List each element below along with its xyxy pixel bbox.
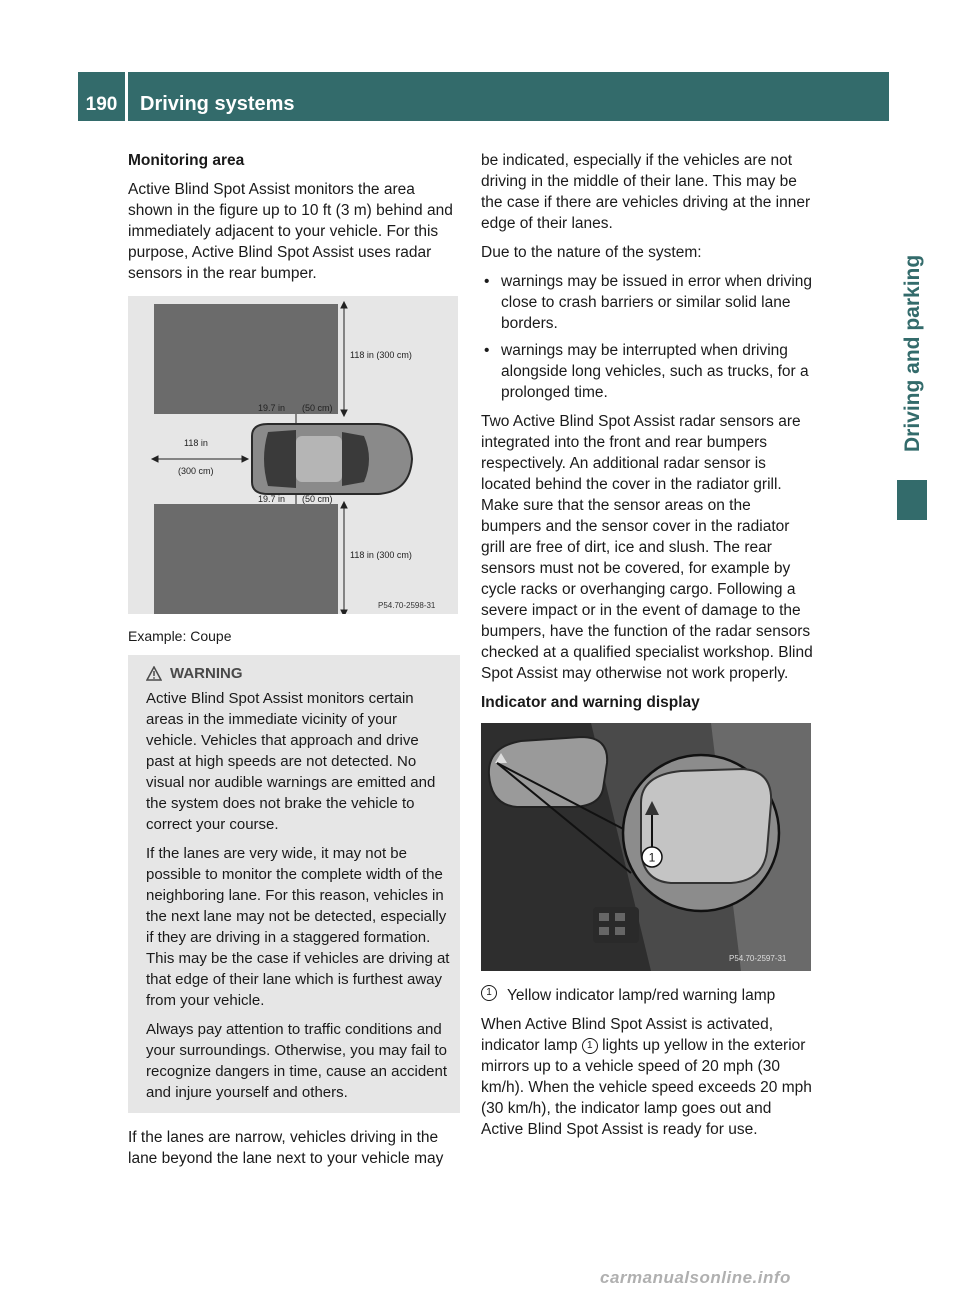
warning-paragraph-3: Always pay attention to traffic conditions and your surroundings. Otherwise, you may fail to recognize dangers in time, cause an accident and injure yourself and others. — [146, 1021, 448, 1101]
right-column — [481, 150, 813, 1148]
warning-paragraph-2: If the lanes are very wide, it may not be possible to monitor the complete width of the neighboring lane. For this reason, vehicles in the next lane may not be detected, especially if they are driving in a staggered formation. This may be the case if vehicles are driving at that edge of their lane which is furthest away from your vehicle. — [146, 845, 450, 1009]
monitoring-heading: Monitoring area — [128, 152, 245, 169]
left-column — [128, 150, 460, 1177]
right-paragraph-1: be indicated, especially if the vehicles are not driving in the middle of their lane. This may be the case if there are vehicles driving at the inner edge of their lanes. — [481, 152, 811, 232]
side-tab-label — [889, 72, 937, 472]
warning-title: WARNING — [170, 665, 243, 682]
monitoring-paragraph: Active Blind Spot Assist monitors the area shown in the figure up to 10 ft (3 m) behind and immediately adjacent to your vehicle. For this purpose, Active Blind Spot Assist uses radar sensors in the rear bumper. — [128, 181, 453, 282]
warning-paragraph-1: Active Blind Spot Assist monitors certain areas in the immediate vicinity of your vehicle. Vehicles that approach and drive past at high speeds are not detected. No visual nor audible warnings are emitted and the system does not brake the vehicle to correct your course. — [146, 690, 436, 833]
dim-label-197-top: 19.7 in — [258, 403, 286, 413]
monitoring-area-diagram — [128, 296, 458, 614]
limitations-list — [481, 271, 813, 403]
page-number: 190 — [85, 94, 118, 115]
indicator-heading: Indicator and warning display — [481, 694, 700, 711]
warning-header — [146, 663, 450, 684]
callout-1-icon: 1 — [481, 985, 497, 1001]
dim-label-50-top: (50 cm) — [302, 403, 333, 413]
dim-label-50-bottom: (50 cm) — [302, 494, 333, 504]
legend-text: Yellow indicator lamp/red warning lamp — [507, 987, 776, 1004]
list-item: • warnings may be issued in error when driving close to crash barriers or similar solid lane borders. — [481, 271, 813, 334]
paragraph-part: lights up yellow in the exterior mirrors up to a vehicle speed of 20 mph (30 km/h). When the vehicle speed exceeds 20 mph (30 km/h), the indicator lamp goes out and Active Blind Spot Assist is ready for use. — [481, 1037, 812, 1138]
callout-1-icon: 1 — [582, 1038, 598, 1054]
dim-label-118-bottom: 118 in (300 cm) — [350, 550, 412, 560]
mirror-photo — [481, 723, 811, 971]
figure-legend — [481, 985, 813, 1006]
figure-caption: Example: Coupe — [128, 628, 232, 644]
figure-code: P54.70-2598-31 — [378, 601, 436, 610]
side-tab-text: Driving and parking — [901, 254, 924, 452]
right-paragraph-2: Due to the nature of the system: — [481, 244, 702, 261]
monitoring-area-figure — [128, 296, 458, 614]
section-title: Driving systems — [140, 93, 295, 115]
zone-left-lane — [154, 304, 338, 414]
right-paragraph-4 — [481, 1014, 813, 1140]
dim-label-118-left: 118 in — [184, 438, 208, 448]
paragraph-part: When Active Blind Spot Assist is activated, indicator lamp — [481, 1016, 774, 1054]
mirror-illustration — [481, 723, 811, 971]
car-topview — [252, 424, 412, 494]
side-tab-marker — [897, 480, 927, 520]
warning-box — [128, 655, 460, 1113]
figure-code: P54.70-2597-31 — [729, 954, 787, 963]
right-paragraph-3: Two Active Blind Spot Assist radar sensors are integrated into the front and rear bumpers respectively. An additional radar sensor is located behind the cover in the radiator grill. Make sure that the sensor areas on the bumpers and the sensor cover in the radiator grill are free of dirt, ice and slush. The rear sensors must not be covered, for example by cycle racks or overhanging cargo. Following a severe impact or in the event of damage to the bumpers, have the function of the radar sensors checked at a qualified specialist workshop. Blind Spot Assist may otherwise not work properly. — [481, 413, 813, 682]
dim-label-300-left: (300 cm) — [178, 466, 214, 476]
narrow-lanes-paragraph: If the lanes are narrow, vehicles driving in the lane beyond the lane next to your vehicle may — [128, 1129, 444, 1167]
watermark: carmanualsonline.info — [600, 1268, 791, 1287]
dim-label-118-top: 118 in (300 cm) — [350, 350, 412, 360]
warning-triangle-icon — [146, 666, 162, 681]
callout-number: 1 — [648, 850, 656, 865]
zone-right-lane — [154, 504, 338, 614]
header-divider — [125, 72, 128, 121]
dim-label-197-bottom: 19.7 in — [258, 494, 286, 504]
list-item: • warnings may be interrupted when driving alongside long vehicles, such as trucks, for a prolonged time. — [481, 340, 813, 403]
